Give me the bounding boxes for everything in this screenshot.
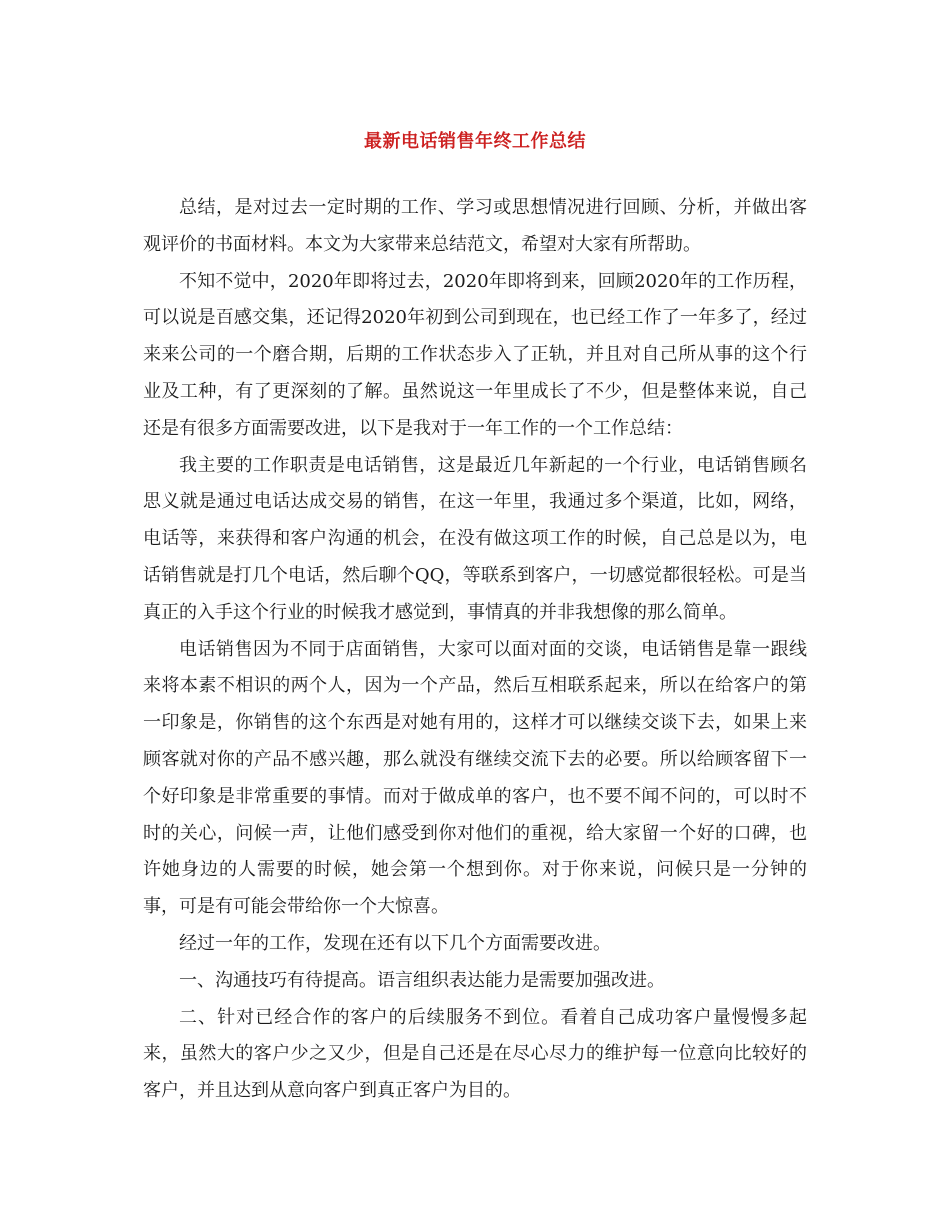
paragraph-intro: 总结，是对过去一定时期的工作、学习或思想情况进行回顾、分析，并做出客观评价的书面材料。本文为大家带来总结范文，希望对大家有所帮助。 — [143, 197, 807, 255]
paragraph-improvements-intro: 经过一年的工作，发现在还有以下几个方面需要改进。 — [179, 932, 611, 954]
paragraph-phone-sales: 电话销售因为不同于店面销售，大家可以面对面的交谈，电话销售是靠一跟线来将本素不相识的两个人，因为一个产品，然后互相联系起来，所以在给客户的第一印象是，你销售的这个东西是对她有用的，这样才可以继续交谈下去，如果上来顾客就对你的产品不感兴趣，那么就没有继续交流下去的必要。所以给顾客留下一个好印象是非常重要的事情。而对于做成单的客户，也不要不闻不问的，可以时不时的关心，问候一声，让他们感受到你对他们的重视，给大家留一个好的口碑，也许她身边的人需要的时候，她会第一个想到你。对于你来说，问候只是一分钟的事，可是有可能会带给你一个大惊喜。 — [143, 638, 807, 918]
paragraph-improvement-1: 一、沟通技巧有待提高。语言组织表达能力是需要加强改进。 — [179, 969, 665, 991]
paragraph-review: 不知不觉中，2020年即将过去，2020年即将到来，回顾2020年的工作历程，可以说是百感交集，还记得2020年初到公司到现在，也已经工作了一年多了，经过来来公司的一个磨合期，后期的工作状态步入了正轨，并且对自己所从事的这个行业及工种，有了更深刻的了解。虽然说这一年里成长了不少，但是整体来说，自己还是有很多方面需要改进，以下是我对于一年工作的一个工作总结： — [143, 270, 807, 439]
document-body — [143, 190, 807, 1110]
paragraph-improvement-2: 二、针对已经合作的客户的后续服务不到位。看着自己成功客户量慢慢多起来，虽然大的客户少之又少，但是自己还是在尽心尽力的维护每一位意向比较好的客户，并且达到从意向客户到真正客户为目的。 — [143, 1006, 807, 1102]
paragraph-duties: 我主要的工作职责是电话销售，这是最近几年新起的一个行业，电话销售顾名思义就是通过电话达成交易的销售，在这一年里，我通过多个渠道，比如，网络，电话等，来获得和客户沟通的机会，在没有做这项工作的时候，自己总是以为，电话销售就是打几个电话，然后聊个QQ，等联系到客户，一切感觉都很轻松。可是当真正的入手这个行业的时候我才感觉到，事情真的并非我想像的那么简单。 — [143, 454, 807, 623]
document-title: 最新电话销售年终工作总结 — [364, 131, 586, 152]
